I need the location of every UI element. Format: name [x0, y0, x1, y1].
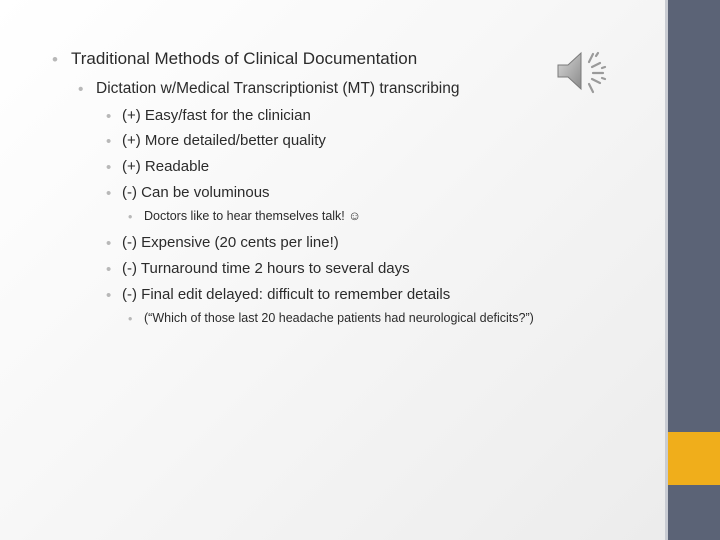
level3-item: (-) Turnaround time 2 hours to several days — [122, 260, 410, 277]
bullet-marker: • — [106, 133, 112, 150]
level1-bullet-text: Traditional Methods of Clinical Documentation — [71, 49, 418, 68]
speaker-icon[interactable] — [556, 48, 608, 96]
level3-item: (+) Easy/fast for the clinician — [122, 107, 311, 124]
bullet-marker: • — [106, 159, 112, 176]
level3-item: (-) Final edit delayed: difficult to remember details — [122, 286, 451, 303]
bullet-marker: • — [128, 312, 133, 326]
level4-note: (“Which of those last 20 headache patients had neurological deficits?”) — [144, 311, 534, 325]
bullet-marker: • — [106, 235, 112, 252]
bullet-marker: • — [78, 81, 84, 98]
bullet-marker: • — [106, 287, 112, 304]
side-accent-block — [668, 432, 720, 485]
bullet-marker: • — [52, 50, 58, 69]
level3-item: (+) More detailed/better quality — [122, 132, 326, 149]
level3-item: (+) Readable — [122, 158, 210, 175]
level4-note: Doctors like to hear themselves talk! ☺ — [144, 209, 362, 223]
bullet-marker: • — [106, 261, 112, 278]
level2-bullet-text: Dictation w/Medical Transcriptionist (MT) transcribing — [96, 80, 460, 97]
bullet-marker: • — [128, 210, 133, 224]
bullet-marker: • — [106, 185, 112, 202]
level3-item: (-) Can be voluminous — [122, 184, 270, 201]
bullet-marker: • — [106, 108, 112, 125]
level3-item: (-) Expensive (20 cents per line!) — [122, 234, 339, 251]
